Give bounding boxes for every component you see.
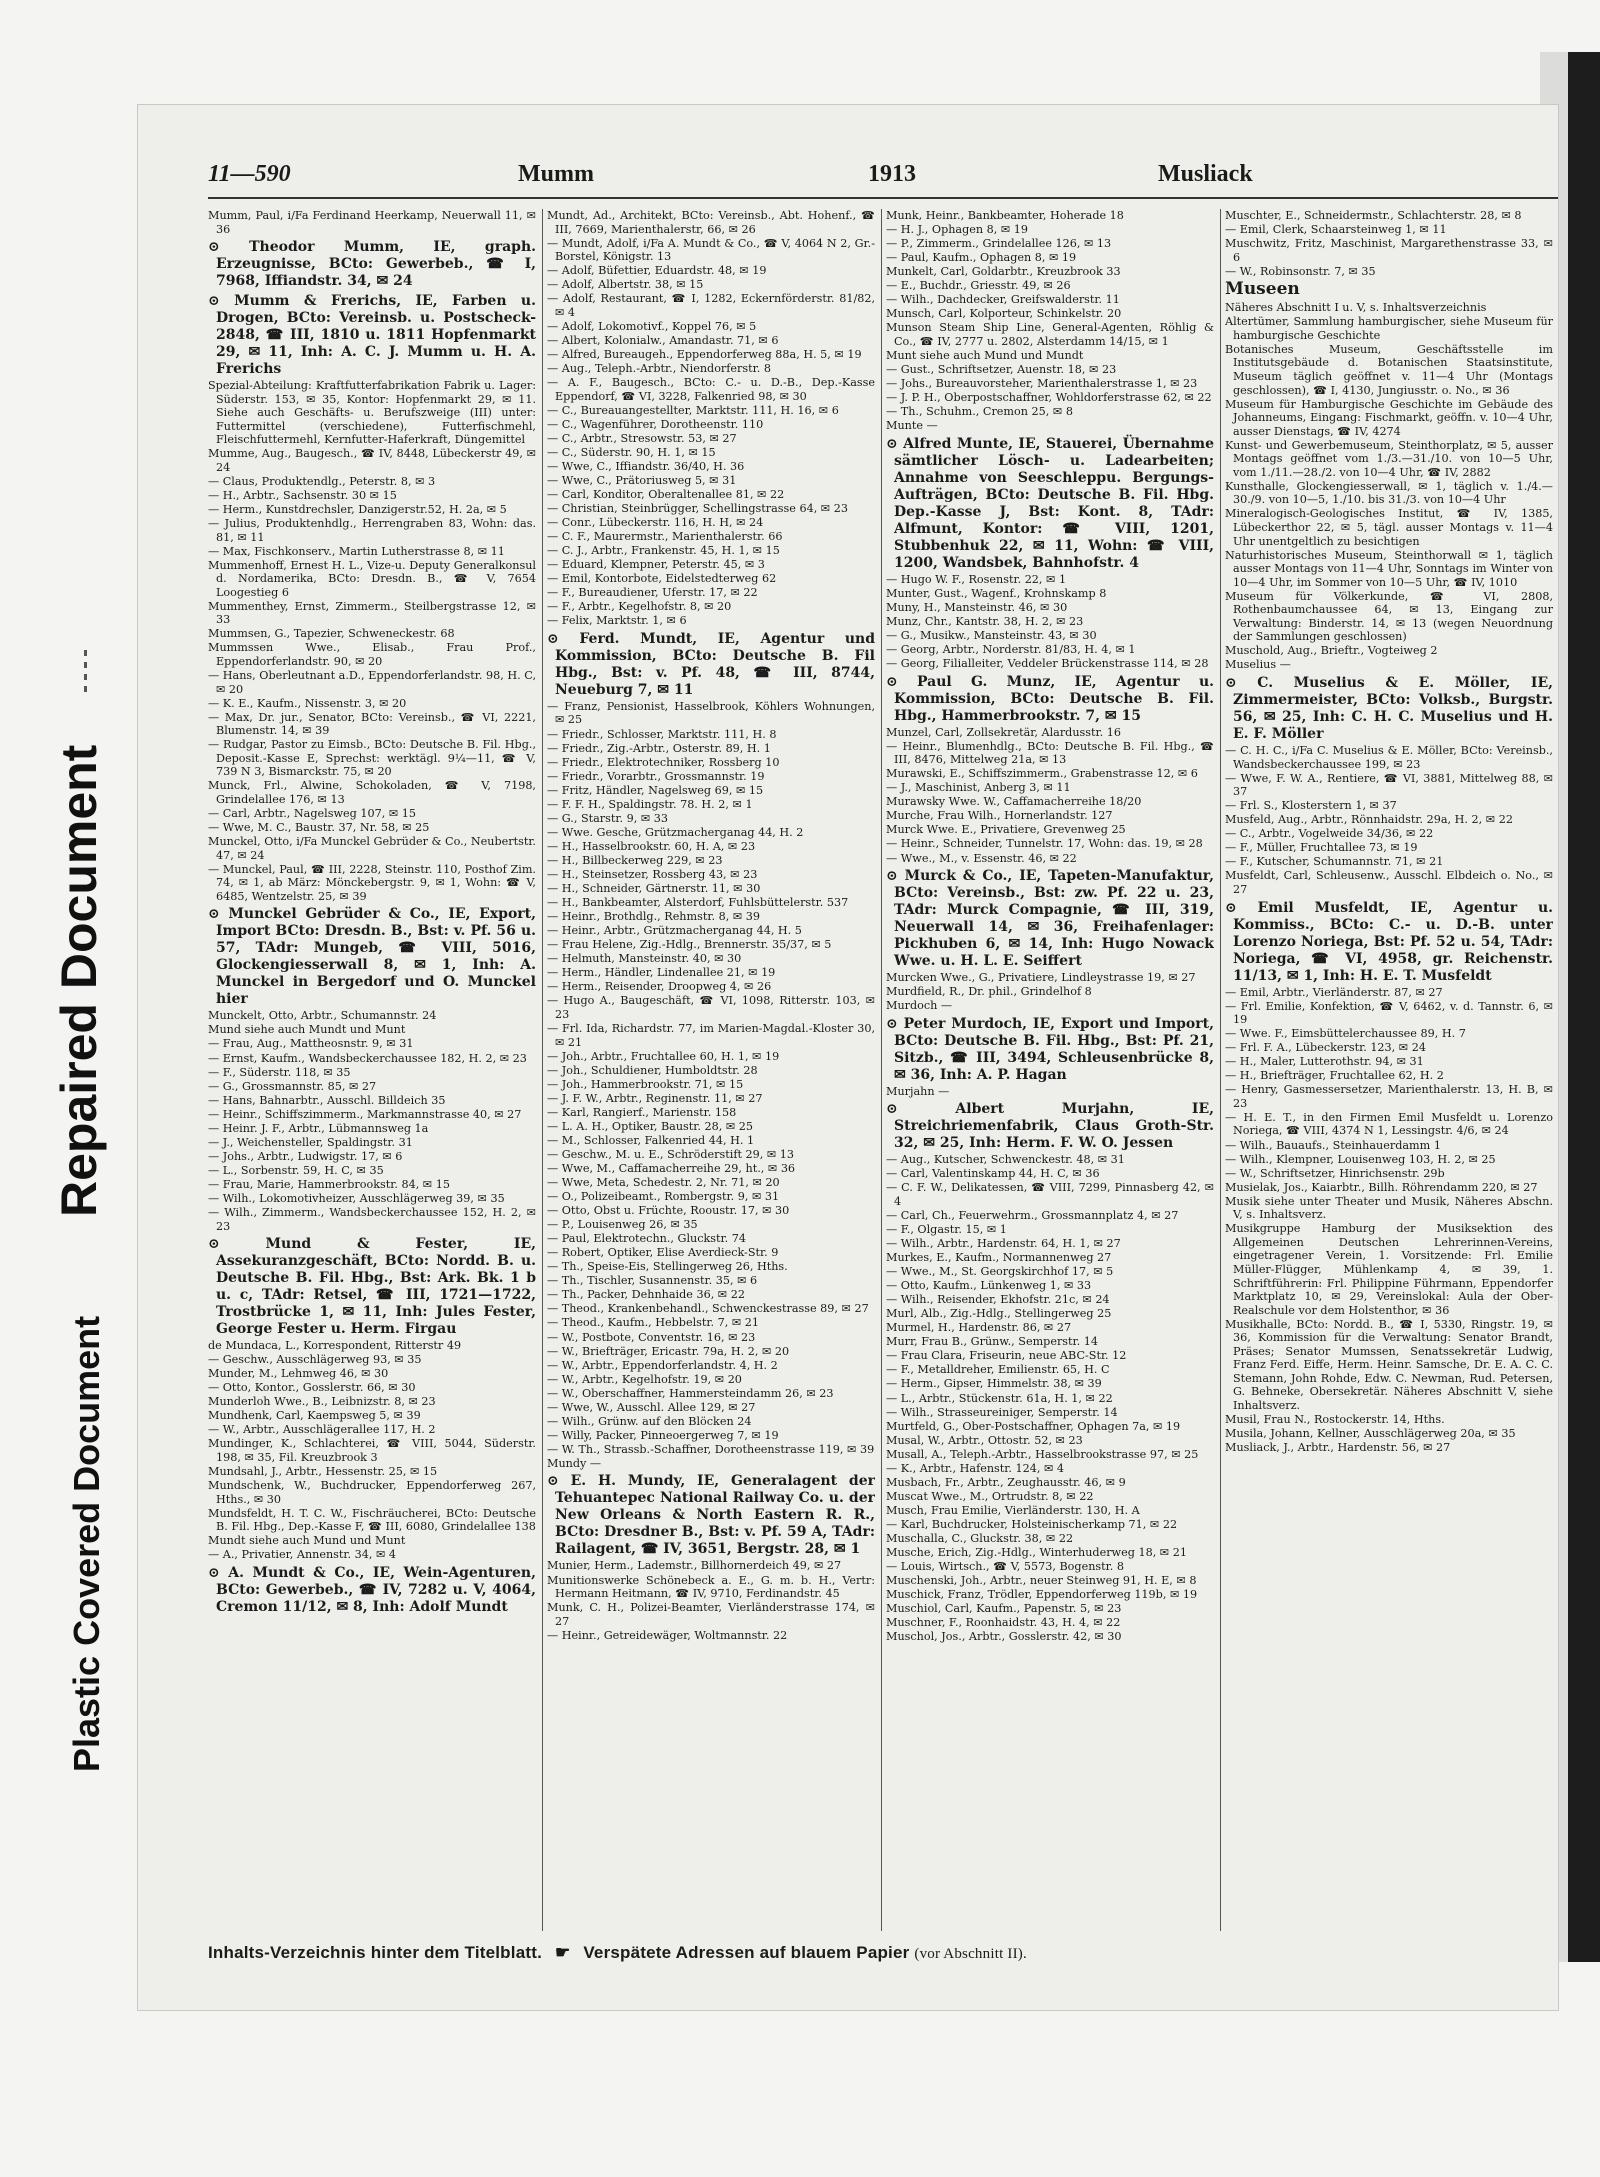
directory-entry: — Adolf, Albertstr. 38, ✉ 15	[547, 278, 704, 292]
directory-entry: — Wilh., Reisender, Ekhofstr. 21c, ✉ 24	[886, 1293, 1110, 1307]
directory-entry: Mummenhoff, Ernest H. L., Vize-u. Deputy Generalkonsul d. Nordamerika, BCto: Dresdn. B., ☎ V, 7654 Loogestieg 6	[208, 558, 536, 599]
directory-entry: Murr, Frau B., Grünw., Semperstr. 14	[886, 1335, 1099, 1349]
directory-entry: Muschol, Jos., Arbtr., Gosslerstr. 42, ✉ 30	[886, 1630, 1122, 1644]
directory-entry: Musche, Erich, Zig.-Hdlg., Winterhuderweg 18, ✉ 21	[886, 1546, 1187, 1560]
directory-entry: — H., Hasselbrookstr. 60, H. A, ✉ 23	[547, 839, 756, 853]
directory-entry: — W., Postbote, Conventstr. 16, ✉ 23	[547, 1330, 756, 1344]
directory-entry: — H. E. T., in den Firmen Emil Musfeldt u. Lorenzo Noriega, ☎ VIII, 4374 N 1, Lessingstr. 4/6, ✉ 24	[1225, 1110, 1553, 1138]
directory-entry: Munsch, Carl, Kolporteur, Schinkelstr. 20	[886, 307, 1122, 321]
directory-entry: — F., Süderstr. 118, ✉ 35	[208, 1065, 351, 1079]
directory-entry: Murmel, H., Hardenstr. 86, ✉ 27	[886, 1321, 1072, 1335]
directory-entry: — G., Starstr. 9, ✉ 33	[547, 811, 668, 825]
directory-entry: — Frau Helene, Zig.-Hdlg., Brennerstr. 35/37, ✉ 5	[547, 938, 832, 952]
directory-entry: — J., Maschinist, Anberg 3, ✉ 11	[886, 781, 1071, 795]
directory-entry: — Aug., Kutscher, Schwenckestr. 48, ✉ 31	[886, 1153, 1125, 1167]
directory-entry: — Aug., Teleph.-Arbtr., Niendorferstr. 8	[547, 362, 771, 376]
page-number: 11—590	[208, 161, 291, 187]
directory-entry: — Hugo W. F., Rosenstr. 22, ✉ 1	[886, 572, 1067, 586]
directory-entry: — Conr., Lübeckerstr. 116, H. H, ✉ 24	[547, 516, 764, 530]
directory-entry: Muschwitz, Fritz, Maschinist, Margarethenstrasse 33, ✉ 6	[1225, 237, 1553, 264]
directory-entry: — W., Arbtr., Kegelhofstr. 19, ✉ 20	[547, 1372, 742, 1386]
directory-entry: Muny, H., Mansteinstr. 46, ✉ 30	[886, 600, 1068, 614]
directory-entry: — W., Oberschaffner, Hammersteindamm 26, ✉ 23	[547, 1386, 834, 1400]
directory-entry: — Th., Packer, Dehnhaide 36, ✉ 22	[547, 1288, 745, 1302]
directory-entry: Munson Steam Ship Line, General-Agenten, Röhlig & Co., ☎ IV, 2777 u. 2802, Alsterdamm 14/15, ✉ 1	[886, 321, 1214, 348]
directory-entry: — Theod., Kaufm., Hebbelstr. 7, ✉ 21	[547, 1316, 760, 1330]
directory-entry: Musbach, Fr., Arbtr., Zeughausstr. 46, ✉ 9	[886, 1475, 1126, 1489]
directory-entry: Mundy —	[547, 1456, 602, 1470]
directory-entry: Musal, W., Arbtr., Ottostr. 52, ✉ 23	[886, 1433, 1083, 1447]
directory-entry: — H., Schneider, Gärtnerstr. 11, ✉ 30	[547, 882, 761, 896]
directory-entry: Musila, Johann, Kellner, Ausschlägerweg 20a, ✉ 35	[1225, 1427, 1516, 1441]
directory-entry: Munier, Herm., Lademstr., Billhornerdeich 49, ✉ 27	[547, 1559, 842, 1573]
directory-entry: Muselius —	[1225, 658, 1291, 672]
directory-entry: — K., Arbtr., Hafenstr. 124, ✉ 4	[886, 1461, 1065, 1475]
directory-entry: — Paul, Elektrotechn., Gluckstr. 74	[547, 1232, 746, 1246]
directory-entry: Museum für Hamburgische Geschichte im Gebäude des Johanneums, Eingang: Fischmarkt, geöffn. v. 10—4 Uhr, ausser Dienstags, ☎ IV, 4274	[1225, 397, 1553, 438]
directory-entry: — Eduard, Klempner, Peterstr. 45, ✉ 3	[547, 558, 765, 572]
directory-entry: — Carl, Arbtr., Nagelsweg 107, ✉ 15	[208, 807, 416, 821]
directory-entry: — K. E., Kaufm., Nissenstr. 3, ✉ 20	[208, 696, 407, 710]
directory-entry: — E., Buchdr., Griesstr. 49, ✉ 26	[886, 279, 1071, 293]
directory-entry: — Adolf, Restaurant, ☎ I, 1282, Eckernförderstr. 81/82, ✉ 4	[547, 292, 875, 319]
directory-entry: Murdoch —	[886, 999, 953, 1013]
directory-entry: — J., Weichensteller, Spaldingstr. 31	[208, 1135, 413, 1149]
directory-entry: Muschick, Franz, Trödler, Eppendorferweg 119b, ✉ 19	[886, 1588, 1198, 1602]
directory-entry: — P., Louisenweg 26, ✉ 35	[547, 1218, 698, 1232]
directory-entry: — Willy, Packer, Pinneoergerweg 7, ✉ 19	[547, 1428, 779, 1442]
column-divider	[881, 209, 882, 1931]
directory-entry: — Th., Tischler, Susannenstr. 35, ✉ 6	[547, 1274, 758, 1288]
directory-entry: — Joh., Hammerbrookstr. 71, ✉ 15	[547, 1077, 744, 1091]
directory-entry: Kunst- und Gewerbemuseum, Steinthorplatz, ✉ 5, ausser Montags geöffnet vom 1./3.—31./10. von 10—5 Uhr, vom 1./11.—28./2. von 10—4 Uhr, ☎ IV, 2882	[1225, 438, 1553, 479]
directory-entry: — Johs., Arbtr., Ludwigstr. 17, ✉ 6	[208, 1149, 403, 1163]
page-header	[208, 161, 1558, 195]
directory-entry: ⊙ A. Mundt & Co., IE, Wein-Agenturen, BCto: Gewerbeb., ☎ IV, 7282 u. V, 4064, Cremon 11/12, ✉ 8, Inh: Adolf Mundt	[208, 1564, 536, 1615]
directory-entry: Mundt siehe auch Mund und Munt	[208, 1534, 406, 1548]
directory-entry: Mundschenk, W., Buchdrucker, Eppendorferweg 267, Hths., ✉ 30	[208, 1479, 536, 1506]
directory-entry: Mundinger, K., Schlachterei, ☎ VIII, 5044, Süderstr. 198, ✉ 35, Fil. Kreuzbrook 3	[208, 1437, 536, 1464]
directory-entry: — Geschw., Ausschlägerweg 93, ✉ 35	[208, 1353, 422, 1367]
directory-entry: — Robert, Optiker, Elise Averdieck-Str. 9	[547, 1246, 779, 1260]
directory-entry: — Wwe, F. W. A., Rentiere, ☎ VI, 3881, Mittelweg 88, ✉ 37	[1225, 771, 1553, 799]
directory-entry: — Wilh., Arbtr., Hardenstr. 64, H. 1, ✉ 27	[886, 1237, 1121, 1251]
directory-entry: — G., Musikw., Mansteinstr. 43, ✉ 30	[886, 628, 1097, 642]
directory-entry: — Heinr., Arbtr., Grützmacherganag 44, H. 5	[547, 924, 802, 938]
directory-entry: Musik siehe unter Theater und Musik, Näheres Abschn. V, s. Inhaltsverz.	[1225, 1194, 1553, 1222]
directory-entry: ⊙ Ferd. Mundt, IE, Agentur und Kommission, BCto: Deutsche B. Fil Hbg., Bst: v. Pf. 48, ☎ III, 8744, Neueburg 7, ✉ 11	[547, 630, 875, 698]
directory-entry: Murdfield, R., Dr. phil., Grindelhof 8	[886, 985, 1092, 999]
directory-entry: — Emil, Clerk, Schaarsteinweg 1, ✉ 11	[1225, 223, 1447, 237]
directory-entry: Mundsfeldt, H. T. C. W., Fischräucherei, BCto: Deutsche B. Fil. Hbg., Dep.-Kasse F, ☎ III, 6080, Grindelallee 138	[208, 1506, 536, 1534]
directory-entry: — Henry, Gasmessersetzer, Marienthalerstr. 13, H. B, ✉ 23	[1225, 1083, 1553, 1110]
footer-section-note: (vor Abschnitt II).	[914, 1946, 1027, 1962]
directory-entry: — J. P. H., Oberpostschaffner, Wohldorferstrasse 62, ✉ 22	[886, 391, 1212, 405]
directory-entry: — O., Polizeibeamt., Rombergstr. 9, ✉ 31	[547, 1190, 780, 1204]
directory-entry: — Otto, Kaufm., Lünkenweg 1, ✉ 33	[886, 1279, 1092, 1293]
directory-entry: — Friedr., Schlosser, Marktstr. 111, H. 8	[547, 727, 777, 741]
directory-entry: Musielak, Jos., Kaiarbtr., Billh. Röhrendamm 220, ✉ 27	[1225, 1180, 1538, 1194]
directory-entry: Murjahn —	[886, 1084, 950, 1098]
directory-entry: — C., Bureauangestellter, Marktstr. 111, H. 16, ✉ 6	[547, 403, 839, 417]
directory-entry: — J. F. W., Arbtr., Reginenstr. 11, ✉ 27	[547, 1091, 763, 1105]
directory-entry: Mund siehe auch Mundt und Munt	[208, 1023, 406, 1037]
directory-entry: — Hans, Bahnarbtr., Ausschl. Billdeich 35	[208, 1093, 446, 1107]
pointing-hand-icon: ☛	[554, 1943, 571, 1962]
directory-entry: ⊙ Peter Murdoch, IE, Export und Import, BCto: Deutsche B. Fil. Hbg., Bst: Pf. 21, Sitzb., ☎ III, 3494, Schleusenbrücke 8, ✉ 36, Inh: A. P. Hagan	[886, 1015, 1214, 1083]
directory-entry: — H. J., Ophagen 8, ✉ 19	[886, 223, 1029, 237]
directory-entry: — H., Briefträger, Fruchtallee 62, H. 2	[1225, 1069, 1444, 1083]
directory-entry: — Th., Schuhm., Cremon 25, ✉ 8	[886, 405, 1073, 419]
directory-entry: — Carl, Valentinskamp 44, H. C, ✉ 36	[886, 1167, 1100, 1181]
directory-entry: — Frl. Emilie, Konfektion, ☎ V, 6462, v. d. Tannstr. 6, ✉ 19	[1225, 999, 1553, 1027]
directory-entry: — Hans, Oberleutnant a.D., Eppendorferlandstr. 98, H. C, ✉ 20	[208, 669, 536, 696]
directory-entry: — F., Kutscher, Schumannstr. 71, ✉ 21	[1225, 855, 1444, 869]
directory-entry: Munder, M., Lehmweg 46, ✉ 30	[208, 1367, 389, 1381]
directory-entry: — F., Metalldreher, Emilienstr. 65, H. C	[886, 1363, 1110, 1377]
directory-entry: Mumme, Aug., Baugesch., ☎ IV, 8448, Lübeckerstr 49, ✉ 24	[208, 447, 536, 474]
column-2	[547, 209, 875, 1931]
directory-entry: — Claus, Produktendlg., Peterstr. 8, ✉ 3	[208, 474, 436, 488]
directory-entry: Muschter, E., Schneidermstr., Schlachterstr. 28, ✉ 8	[1225, 209, 1522, 222]
directory-entry: — L., Sorbenstr. 59, H. C, ✉ 35	[208, 1163, 384, 1177]
directory-entry: — Herm., Gipser, Himmelstr. 38, ✉ 39	[886, 1377, 1102, 1391]
directory-entry: Munk, Heinr., Bankbeamter, Hoherade 18	[886, 209, 1124, 222]
directory-entry: — Carl, Ch., Feuerwehrm., Grossmannplatz 4, ✉ 27	[886, 1208, 1179, 1222]
directory-entry: Murawsky Wwe. W., Caffamacherreihe 18/20	[886, 795, 1142, 809]
directory-page	[138, 105, 1558, 2010]
directory-entry: — W., Arbtr., Ausschlägerallee 117, H. 2	[208, 1423, 436, 1437]
directory-entry: Musch, Frau Emilie, Vierländerstr. 130, H. A	[886, 1503, 1140, 1517]
directory-entry: — Herm., Reisender, Droopweg 4, ✉ 26	[547, 980, 772, 994]
directory-entry: Muschalla, C., Gluckstr. 38, ✉ 22	[886, 1532, 1074, 1545]
directory-entry: — Joh., Schuldiener, Humboldtstr. 28	[547, 1063, 758, 1077]
header-year: 1913	[868, 161, 916, 187]
directory-entry: Mumm, Paul, i/Fa Ferdinand Heerkamp, Neuerwall 11, ✉ 36	[208, 209, 536, 236]
directory-entry: Musfeld, Aug., Arbtr., Rönnhaidstr. 29a, H. 2, ✉ 22	[1225, 813, 1513, 827]
page-footer	[208, 1943, 1558, 1967]
directory-entry: — Karl, Buchdrucker, Holsteinischerkamp 71, ✉ 22	[886, 1517, 1178, 1531]
directory-entry: — Heinr., Brothdlg., Rehmstr. 8, ✉ 39	[547, 910, 760, 924]
directory-entry: — Frau Clara, Friseurin, neue ABC-Str. 12	[886, 1349, 1127, 1363]
directory-entry: Muschner, F., Roonhaidstr. 43, H. 4, ✉ 22	[886, 1616, 1121, 1630]
directory-entry: — Herm., Kunstdrechsler, Danzigerstr.52, H. 2a, ✉ 5	[208, 503, 507, 517]
directory-entry: — Mundt, Adolf, i/Fa A. Mundt & Co., ☎ V, 4064 N 2, Gr.-Borstel, Königstr. 13	[547, 236, 875, 264]
directory-entry: — L. A. H., Optiker, Baustr. 28, ✉ 25	[547, 1119, 754, 1133]
directory-entry: — Wwe, M. C., Baustr. 37, Nr. 58, ✉ 25	[208, 821, 430, 835]
directory-entry: Mineralogisch-Geologisches Institut, ☎ IV, 1385, Lübeckerthor 22, ✉ 5, tägl. ausser Montags v. 11—4 Uhr unentgeltlich zu besichtigen	[1225, 507, 1553, 548]
directory-entry: — Wilh., Klempner, Louisenweg 103, H. 2, ✉ 25	[1225, 1152, 1496, 1166]
directory-entry: Mundhenk, Carl, Kaempsweg 5, ✉ 39	[208, 1409, 421, 1423]
directory-entry: — Georg, Filialleiter, Veddeler Brückenstrasse 114, ✉ 28	[886, 657, 1209, 671]
directory-entry: — Rudgar, Pastor zu Eimsb., BCto: Deutsche B. Fil. Hbg., Deposit.-Kasse E, Sprechst: werktägl. 9¼—11, ☎ V, 739 N 3, Bismarckstr. 75, ✉ 20	[208, 738, 536, 779]
directory-entry: — Julius, Produktenhdlg., Herrengraben 83, Wohn: das. 81, ✉ 11	[208, 517, 536, 544]
directory-entry: — L., Arbtr., Stückenstr. 61a, H. 1, ✉ 22	[886, 1391, 1113, 1405]
directory-entry: — Wwe, M., Caffamacherreihe 29, ht., ✉ 36	[547, 1161, 796, 1175]
directory-entry: — Frl. S., Klosterstern 1, ✉ 37	[1225, 799, 1397, 813]
directory-entry: — Christian, Steinbrügger, Schellingstrasse 64, ✉ 23	[547, 501, 848, 515]
directory-entry: — C. F., Maurermstr., Marienthalerstr. 66	[547, 530, 783, 544]
directory-entry: — Hugo A., Baugeschäft, ☎ VI, 1098, Ritterstr. 103, ✉ 23	[547, 994, 875, 1021]
directory-entry: Altertümer, Sammlung hamburgischer, siehe Museum für hamburgische Geschichte	[1225, 315, 1553, 342]
directory-entry: Munz, Chr., Kantstr. 38, H. 2, ✉ 23	[886, 614, 1084, 628]
directory-entry: Museum für Völkerkunde, ☎ VI, 2808, Rothenbaumchaussee 64, ✉ 13, Eingang zur Verwaltung: Binderstr. 14, ✉ 13 (wegen Neuordnung der Sammlungen geschlossen)	[1225, 589, 1553, 644]
directory-entry: — A., Privatier, Annenstr. 34, ✉ 4	[208, 1548, 397, 1562]
directory-entry: — Max, Fischkonserv., Martin Lutherstrasse 8, ✉ 11	[208, 544, 505, 558]
directory-entry: ⊙ Munckel Gebrüder & Co., IE, Export, Import BCto: Dresdn. B., Bst: v. Pf. 56 u. 57, TAdr: Mungeb, ☎ VIII, 5016, Glockengiesserwall 8, ✉ 1, Inh: A. Munckel in Bergedorf und O. Munckel hier	[208, 906, 536, 1008]
directory-entry: — Heinr., Schneider, Tunnelstr. 17, Wohn: das. 19, ✉ 28	[886, 837, 1203, 851]
directory-entry: Munt siehe auch Mund und Mundt	[886, 348, 1084, 362]
directory-entry: ⊙ Paul G. Munz, IE, Agentur u. Kommission, BCto: Deutsche B. Fil. Hbg., Hammerbrookstr. 7, ✉ 15	[886, 673, 1214, 724]
directory-entry: — Wilh., Dachdecker, Greifswalderstr. 11	[886, 293, 1120, 307]
directory-entry: — Karl, Rangierf., Marienstr. 158	[547, 1105, 737, 1119]
directory-entry: — H., Arbtr., Sachsenstr. 30 ✉ 15	[208, 488, 397, 502]
directory-entry: ⊙ C. Muselius & E. Möller, IE, Zimmermeister, BCto: Volksb., Burgstr. 56, ✉ 25, Inh: C. H. C. Muselius und H. E. F. Möller	[1225, 675, 1553, 742]
directory-entry: — Franz, Pensionist, Hasselbrook, Köhlers Wohnungen, ✉ 25	[547, 699, 875, 727]
directory-entry: — Wilh., Strasseureiniger, Semperstr. 14	[886, 1405, 1118, 1419]
directory-entry: — Wwe., M., v. Essenstr. 46, ✉ 22	[886, 851, 1077, 865]
directory-entry: — H., Steinsetzer, Rossberg 43, ✉ 23	[547, 867, 758, 881]
directory-entry: — Joh., Arbtr., Fruchtallee 60, H. 1, ✉ 19	[547, 1049, 780, 1063]
directory-entry: — Max, Dr. jur., Senator, BCto: Vereinsb., ☎ VI, 2221, Blumenstr. 14, ✉ 39	[208, 710, 536, 738]
directory-entry: — Geschw., M. u. E., Schröderstift 29, ✉ 13	[547, 1147, 795, 1161]
directory-entry: — Adolf, Büfettier, Eduardstr. 48, ✉ 19	[547, 264, 767, 278]
directory-entry: Munk, C. H., Polizei-Beamter, Vierländerstrasse 174, ✉ 27	[547, 1601, 875, 1628]
directory-entry: — Heinr. J. F., Arbtr., Lübmannsweg 1a	[208, 1121, 429, 1135]
directory-entry: Näheres Abschnitt I u. V, s. Inhaltsverzeichnis	[1225, 301, 1487, 315]
directory-entry: Munitionswerke Schönebeck a. E., G. m. b. H., Vertr: Hermann Heitmann, ☎ IV, 9710, Ferdinandstr. 45	[547, 1573, 875, 1601]
directory-entry: Mummssen Wwe., Elisab., Frau Prof., Eppendorferlandstr. 90, ✉ 20	[208, 641, 536, 669]
directory-entry: — Wilh., Lokomotivheizer, Ausschlägerweg 39, ✉ 35	[208, 1191, 505, 1205]
directory-entry: Musikgruppe Hamburg der Musiksektion des Allgemeinen Deutschen Lehrerinnen-Vereins, eingetragener Verein, 1. Vorsitzende: Frl. Emilie Müller-Flügger, Mühlenkamp 4, ✉ 39, 1. Schriftführerin: Frl. Philippine Führmann, Eppendorfer Marktplatz 10, ✉ 29, Vereinslokal: Aula der Ober-Realschule vor dem Holstenthor, ✉ 36	[1225, 1222, 1553, 1317]
directory-entry: Murawski, E., Schiffszimmerm., Grabenstrasse 12, ✉ 6	[886, 767, 1198, 781]
directory-entry: — Wilh., Bauaufs., Steinhauerdamm 1	[1225, 1138, 1441, 1152]
directory-entry: — F., Bureaudiener, Uferstr. 17, ✉ 22	[547, 586, 758, 600]
directory-entry: — Otto, Obst u. Früchte, Rooustr. 17, ✉ 30	[547, 1204, 790, 1218]
directory-entry: ⊙ E. H. Mundy, IE, Generalagent der Tehuantepec National Railway Co. u. der New Orleans & North Eastern R. R., BCto: Dresdner B., Bst: v. Pf. 59 A, TAdr: Railagent, ☎ IV, 3651, Bergstr. 28, ✉ 1	[547, 1473, 875, 1558]
directory-entry: — Otto, Kontor., Gosslerstr. 66, ✉ 30	[208, 1381, 416, 1395]
directory-entry: Murkes, E., Kaufm., Normannenweg 27	[886, 1251, 1112, 1265]
directory-entry: — Wwe. F., Eimsbüttelerchaussee 89, H. 7	[1225, 1027, 1466, 1041]
directory-entry: — Emil, Kontorbote, Eidelstedterweg 62	[547, 572, 777, 586]
directory-entry: — Frau, Aug., Mattheosnstr. 9, ✉ 31	[208, 1037, 414, 1051]
directory-entry: — C., Arbtr., Stresowstr. 53, ✉ 27	[547, 431, 737, 445]
directory-entry: — Johs., Bureauvorsteher, Marienthalerstrasse 1, ✉ 23	[886, 377, 1198, 391]
directory-entry: Muschiol, Carl, Kaufm., Papenstr. 5, ✉ 23	[886, 1602, 1122, 1616]
column-divider	[1220, 209, 1221, 1931]
directory-entry: — P., Zimmerm., Grindelallee 126, ✉ 13	[886, 237, 1112, 251]
directory-entry: Murl, Alb., Zig.-Hdlg., Stellingerweg 25	[886, 1307, 1112, 1321]
directory-entry: ⊙ Theodor Mumm, IE, graph. Erzeugnisse, BCto: Gewerbeb., ☎ I, 7968, Iffiandstr. 34, ✉ 24	[208, 239, 536, 290]
directory-entry: — Frl. F. A., Lübeckerstr. 123, ✉ 24	[1225, 1041, 1426, 1055]
directory-entry: Munckel, Otto, i/Fa Munckel Gebrüder & Co., Neubertstr. 47, ✉ 24	[208, 835, 536, 862]
directory-entry: — Wilh., Zimmerm., Wandsbeckerchaussee 152, H. 2, ✉ 23	[208, 1206, 536, 1233]
directory-entry: Murche, Frau Wilh., Hornerlandstr. 127	[886, 809, 1113, 823]
directory-entry: Munkelt, Carl, Goldarbtr., Kreuzbrook 33	[886, 265, 1121, 279]
scanner-edge	[1568, 52, 1600, 1962]
directory-entry: Munck, Frl., Alwine, Schokoladen, ☎ V, 7198, Grindelallee 176, ✉ 13	[208, 779, 536, 806]
directory-entry: Munte —	[886, 419, 938, 433]
directory-entry: — Munckel, Paul, ☎ III, 2228, Steinstr. 110, Posthof Zim. 74, ✉ 1, ab März: Mönckebergstr. 9, ✉ 1, Wohn: ☎ V, 6485, Wentzelstr. 25, ✉ 39	[208, 862, 536, 903]
directory-entry: — Ernst, Kaufm., Wandsbeckerchaussee 182, H. 2, ✉ 23	[208, 1051, 527, 1065]
column-3	[886, 209, 1214, 1931]
directory-entry: Naturhistorisches Museum, Steinthorwall ✉ 1, täglich ausser Montags von 11—4 Uhr, Sonntags im Winter von 10—4 Uhr, im Sommer von 10—5 Uhr, ☎ IV, 1010	[1225, 548, 1553, 589]
directory-entry: — Theod., Krankenbehandl., Schwenckestrasse 89, ✉ 27	[547, 1302, 869, 1316]
directory-entry: ⊙ Emil Musfeldt, IE, Agentur u. Kommiss., BCto: C.- u. D.-B. unter Lorenzo Noriega, Bst: Pf. 52 u. 54, TAdr: Noriega, ☎ VI, 4958, gr. Reichenstr. 11/13, ✉ 1, Inh: H. E. T. Musfeldt	[1225, 899, 1553, 984]
directory-entry: — Georg, Arbtr., Norderstr. 81/83, H. 4, ✉ 1	[886, 642, 1136, 656]
directory-entry: Munderloh Wwe., B., Leibnizstr. 8, ✉ 23	[208, 1395, 436, 1409]
directory-entry: — Heinr., Blumenhdlg., BCto: Deutsche B. Fil. Hbg., ☎ III, 8476, Mittelweg 21a, ✉ 13	[886, 739, 1214, 767]
header-last-name: Musliack	[1158, 161, 1253, 187]
directory-entry: — Helmuth, Mansteinstr. 40, ✉ 30	[547, 952, 742, 966]
directory-entry: ⊙ Alfred Munte, IE, Stauerei, Übernahme sämtlicher Lösch- u. Ladearbeiten; Annahme von Seeschleppu. Bergungs-Aufträgen, BCto: Deutsche B. Fil. Hbg. Dep.-Kasse J, Bst: Kont. 8, TAdr: Alfmunt, Kontor: ☎ VIII, 1201, Stubbenhuk 22, ✉ 11, Wohn: ☎ VIII, 1200, Wandsbek, Bahnhofstr. 4	[886, 435, 1214, 571]
directory-entry: — C. H. C., i/Fa C. Muselius & E. Möller, BCto: Vereinsb., Wandsbeckerchaussee 199, ✉ 23	[1225, 744, 1553, 771]
directory-entry: — Albert, Kolonialw., Amandastr. 71, ✉ 6	[547, 333, 779, 347]
footer-late-addresses: Verspätete Adressen auf blauem Papier	[583, 1943, 910, 1962]
directory-entry: — Wwe., M., St. Georgskirchhof 17, ✉ 5	[886, 1265, 1114, 1279]
directory-entry: — Frl. Ida, Richardstr. 77, im Marien-Magdal.-Kloster 30, ✉ 21	[547, 1021, 875, 1049]
directory-entry: — Carl, Konditor, Oberaltenallee 81, ✉ 22	[547, 487, 785, 501]
column-divider	[542, 209, 543, 1931]
directory-entry: — Wwe. Gesche, Grützmacherganag 44, H. 2	[547, 825, 804, 839]
directory-entry: Musil, Frau N., Rostockerstr. 14, Hths.	[1225, 1412, 1445, 1426]
directory-entry: — Paul, Kaufm., Ophagen 8, ✉ 19	[886, 251, 1077, 265]
directory-entry: — Th., Speise-Eis, Stellingerweg 26, Hths.	[547, 1260, 788, 1274]
directory-entry: — F., Arbtr., Kegelhofstr. 8, ✉ 20	[547, 600, 732, 614]
directory-entry: — F., Olgastr. 15, ✉ 1	[886, 1222, 1007, 1236]
directory-entry: — Adolf, Lokomotivf., Koppel 76, ✉ 5	[547, 319, 757, 333]
directory-entry: — Herm., Händler, Lindenallee 21, ✉ 19	[547, 966, 776, 980]
plastic-covered-label: Plastic Covered Document	[66, 1315, 107, 1772]
column-4	[1225, 209, 1553, 1931]
directory-entry: Spezial-Abteilung: Kraftfutterfabrikation Fabrik u. Lager: Süderstr. 153, ✉ 35, Kontor: Hopfenmarkt 29, ✉ 11. Siehe auch Geschäfts- u. Berufszweige (III) unter: Futtermittel (verschiedene), Futterfischmehl, Fleischfuttermehl, Kernfutter-Haferkraft, Düngemittel	[208, 379, 536, 447]
directory-entry: — A. F., Baugesch., BCto: C.- u. D.-B., Dep.-Kasse Eppendorf, ☎ VI, 3228, Falkenried 98, ✉ 30	[547, 376, 875, 403]
header-first-name: Mumm	[518, 161, 594, 187]
directory-entry: — C. J., Arbtr., Frankenstr. 45, H. 1, ✉ 15	[547, 544, 780, 558]
directory-entry: Muscat Wwe., M., Ortrudstr. 8, ✉ 22	[886, 1489, 1094, 1503]
directory-entry: — Wwe, W., Ausschl. Allee 129, ✉ 27	[547, 1400, 756, 1414]
directory-entry: — H., Billbeckerweg 229, ✉ 23	[547, 853, 723, 867]
directory-entry: Musliack, J., Arbtr., Hardenstr. 56, ✉ 27	[1225, 1441, 1451, 1455]
directory-entry: — G., Grossmannstr. 85, ✉ 27	[208, 1079, 377, 1093]
directory-entry: — C., Süderstr. 90, H. 1, ✉ 15	[547, 445, 716, 459]
directory-entry: — H., Bankbeamter, Alsterdorf, Fuhlsbüttelerstr. 537	[547, 896, 849, 910]
directory-entry: — Emil, Arbtr., Vierländerstr. 87, ✉ 27	[1225, 985, 1443, 999]
directory-entry: — C., Wagenführer, Dorotheenstr. 110	[547, 417, 764, 431]
directory-entry: — C., Arbtr., Vogelweide 34/36, ✉ 22	[1225, 827, 1434, 841]
directory-entry: — Friedr., Zig.-Arbtr., Osterstr. 89, H. 1	[547, 741, 771, 755]
directory-entry: Muschenski, Joh., Arbtr., neuer Steinweg 91, H. E, ✉ 8	[886, 1574, 1197, 1588]
directory-entry: — Wwe, C., Prätoriusweg 5, ✉ 31	[547, 473, 737, 487]
directory-entry: Mummenthey, Ernst, Zimmerm., Steilbergstrasse 12, ✉ 33	[208, 599, 536, 627]
directory-entry: — Heinr., Getreidewäger, Woltmannstr. 22	[547, 1628, 788, 1642]
entry-columns	[208, 209, 1558, 1931]
directory-entry: — Heinr., Schiffszimmerm., Markmannstrasse 40, ✉ 27	[208, 1107, 522, 1121]
directory-entry: Munzel, Carl, Zollsekretär, Alardusstr. 16	[886, 725, 1121, 739]
header-rule	[208, 197, 1558, 199]
directory-entry: Museen	[1225, 279, 1300, 300]
directory-entry: Muschold, Aug., Brieftr., Vogteiweg 2	[1225, 644, 1438, 658]
directory-entry: ⊙ Mumm & Frerichs, IE, Farben u. Drogen, BCto: Vereinsb. u. Postscheck-2848, ☎ III, 1810 u. 1811 Hopfenmarkt 29, ✉ 11, Inh: A. C. J. Mumm u. H. A. Frerichs	[208, 293, 536, 378]
directory-entry: — Friedr., Elektrotechniker, Rossberg 10	[547, 755, 780, 769]
directory-entry: — H., Maler, Lutterothstr. 94, ✉ 31	[1225, 1055, 1424, 1069]
directory-entry: — M., Schlosser, Falkenried 44, H. 1	[547, 1133, 755, 1147]
directory-entry: — W. Th., Strassb.-Schaffner, Dorotheenstrasse 119, ✉ 39	[547, 1442, 875, 1456]
directory-entry: — Wilh., Grünw. auf den Blöcken 24	[547, 1414, 752, 1428]
directory-entry: — W., Schriftsetzer, Hinrichsenstr. 29b	[1225, 1166, 1445, 1180]
directory-entry: — W., Arbtr., Eppendorferlandstr. 4, H. 2	[547, 1358, 778, 1372]
directory-entry: de Mundaca, L., Korrespondent, Ritterstr 49	[208, 1339, 462, 1353]
directory-entry: — Felix, Marktstr. 1, ✉ 6	[547, 614, 687, 628]
directory-entry: Musfeldt, Carl, Schleusenw., Ausschl. Elbdeich o. No., ✉ 27	[1225, 869, 1553, 896]
directory-entry: — Alfred, Bureaugeh., Eppendorferweg 88a, H. 5, ✉ 19	[547, 347, 862, 361]
directory-entry: Musall, A., Teleph.-Arbtr., Hasselbrookstrasse 97, ✉ 25	[886, 1447, 1199, 1461]
directory-entry: Mundsahl, J., Arbtr., Hessenstr. 25, ✉ 15	[208, 1465, 438, 1479]
directory-entry: ⊙ Albert Murjahn, IE, Streichriemenfabrik, Claus Groth-Str. 32, ✉ 25, Inh: Herm. F. W. O. Jessen	[886, 1101, 1214, 1152]
directory-entry: — Wwe, Meta, Schedestr. 2, Nr. 71, ✉ 20	[547, 1176, 780, 1189]
directory-entry: Botanisches Museum, Geschäftsstelle im Institutsgebäude d. Botanischen Staatsinstitute, Museum täglich geöffnet v. 11—4 Uhr (Montags geschlossen), ☎ I, 4130, Jungiusstr. o. No., ✉ 36	[1225, 342, 1553, 397]
directory-entry: — F., Müller, Fruchtallee 73, ✉ 19	[1225, 841, 1418, 855]
directory-entry: Musikhalle, BCto: Nordd. B., ☎ I, 5330, Ringstr. 19, ✉ 36, Kommission für die Verwaltung: Senator Brandt, Präses; Senator Mumssen, Senatssekretär Ludwig, Franz Ferd. Eiffe, Herm. Heinr. Samsche, Dr. E. A. C. C. Stemann, John Rohde, Edw. C. Newman, Rud. Petersen, G. Behneke, Obersekretär. Näheres Abschnitt V, siehe Inhaltsverz.	[1225, 1317, 1553, 1412]
directory-entry: Murcken Wwe., G., Privatiere, Lindleystrasse 19, ✉ 27	[886, 971, 1196, 985]
column-1	[208, 209, 536, 1931]
directory-entry: — C. F. W., Delikatessen, ☎ VIII, 7299, Pinnasberg 42, ✉ 4	[886, 1181, 1214, 1208]
directory-entry: — Frau, Marie, Hammerbrookstr. 84, ✉ 15	[208, 1177, 450, 1191]
directory-entry: — W., Robinsonstr. 7, ✉ 35	[1225, 264, 1376, 278]
directory-entry: — Friedr., Vorarbtr., Grossmannstr. 19	[547, 769, 765, 783]
directory-entry: — Fritz, Händler, Nagelsweg 69, ✉ 15	[547, 783, 764, 797]
directory-entry: Mundt, Ad., Architekt, BCto: Vereinsb., Abt. Hohenf., ☎ III, 7669, Marienthalerstr, 66, ✉ 26	[547, 209, 875, 236]
directory-entry: Munter, Gust., Wagenf., Krohnskamp 8	[886, 586, 1107, 600]
directory-entry: ⊙ Murck & Co., IE, Tapeten-Manufaktur, BCto: Vereinsb., Bst: zw. Pf. 22 u. 23, TAdr: Murck Compagnie, ☎ III, 319, Neuerwall 14, ✉ 36, Freihafenlager: Pickhuben 6, ✉ 14, Inh: Hugo Nowack Wwe. u. H. L. E. Seiffert	[886, 868, 1214, 970]
directory-entry: Kunsthalle, Glockengiesserwall, ✉ 1, täglich v. 1./4.—30./9. von 10—5, 1./10. bis 31./3. von 10—4 Uhr	[1225, 479, 1553, 507]
repaired-document-label: Repaired Document	[51, 744, 107, 1217]
directory-entry: — W., Briefträger, Ericastr. 79a, H. 2, ✉ 20	[547, 1344, 790, 1358]
footer-index-note: Inhalts-Verzeichnis hinter dem Titelblatt.	[208, 1943, 542, 1962]
directory-entry: — Gust., Schriftsetzer, Auenstr. 18, ✉ 23	[886, 363, 1117, 377]
directory-entry: Murck Wwe. E., Privatiere, Grevenweg 25	[886, 823, 1126, 837]
directory-entry: — Louis, Wirtsch., ☎ V, 5573, Bogenstr. 8	[886, 1560, 1124, 1574]
margin-dash-mark	[84, 650, 87, 695]
directory-entry: — Wwe, C., Iffiandstr. 36/40, H. 36	[547, 459, 745, 473]
directory-entry: Mummsen, G., Tapezier, Schweneckestr. 68	[208, 627, 455, 641]
directory-entry: — F. F. H., Spaldingstr. 78. H. 2, ✉ 1	[547, 797, 753, 811]
directory-entry: ⊙ Mund & Fester, IE, Assekuranzgeschäft, BCto: Nordd. B. u. Deutsche B. Fil. Hbg., Bst: Ark. Bk. 1 b u. c, TAdr: Retsel, ☎ III, 1721—1722, Trostbrücke 1, ✉ 11, Inh: Jules Fester, George Fester u. Herm. Firgau	[208, 1236, 536, 1338]
directory-entry: Munckelt, Otto, Arbtr., Schumannstr. 24	[208, 1009, 437, 1023]
directory-entry: Murtfeld, G., Ober-Postschaffner, Ophagen 7a, ✉ 19	[886, 1419, 1181, 1433]
